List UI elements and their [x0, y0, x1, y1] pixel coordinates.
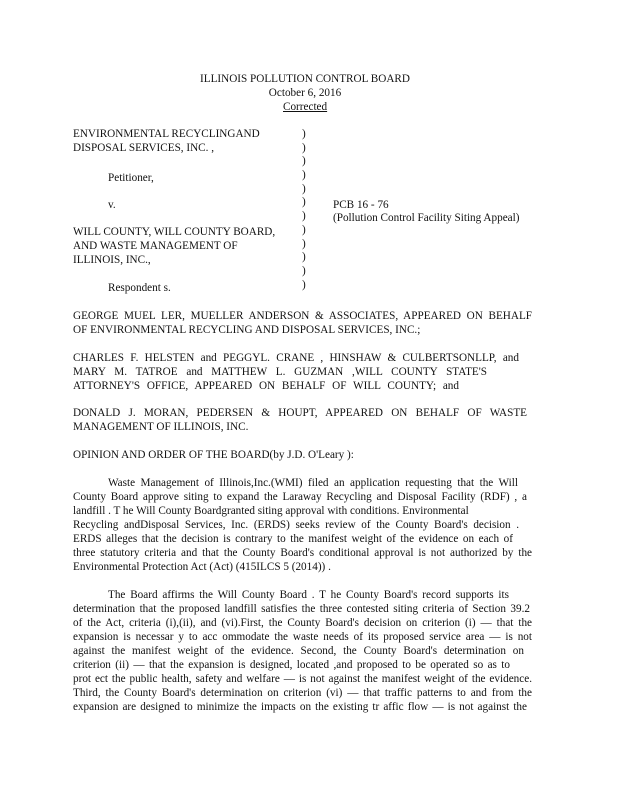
caption-paren: ): [302, 128, 306, 140]
caption-paren: ): [302, 278, 306, 291]
corrected-label: Corrected: [283, 101, 328, 113]
caption-paren: ): [302, 223, 306, 236]
paragraph-1-line-2: County Board approve siting to expand the Laraway Recycling and Disposal Facility (RDF) , a: [73, 491, 527, 503]
caption-paren: ): [302, 264, 306, 277]
opinion-date: October 6, 2016: [268, 87, 342, 99]
board-title: ILLINOIS POLLUTION CONTROL BOARD: [200, 73, 410, 85]
appearance-2-line-1: CHARLES F. HELSTEN and PEGGYL. CRANE , HINSHAW & CULBERTSONLLP, and: [73, 352, 519, 364]
appearance-1-line-2: OF ENVIRONMENTAL RECYCLING AND DISPOSAL SERVICES, INC.;: [73, 324, 421, 336]
caption-paren: ): [302, 210, 306, 223]
paragraph-2-line-3: of the Act, criteria (i),(ii), and (vi).First, the County Board's decision on criterion (i) — that the: [73, 617, 532, 629]
caption-paren: ): [302, 237, 306, 250]
paragraph-2-line-2: determination that the proposed landfill satisfies the three contested siting criteria of Section 39.2: [73, 603, 530, 615]
caption-paren: ): [302, 182, 306, 195]
paragraph-2-line-4: expansion is necessar y to acc ommodate the waste needs of its proposed service area — is not: [73, 631, 532, 643]
appearance-2-line-3: ATTORNEY'S OFFICE, APPEARED ON BEHALF OF WILL COUNTY; and: [73, 380, 459, 392]
respondent-name-line-2: AND WASTE MANAGEMENT OF: [73, 240, 238, 252]
opinion-heading: OPINION AND ORDER OF THE BOARD(by J.D. O'Leary ):: [73, 449, 354, 461]
case-type: (Pollution Control Facility Siting Appeal): [333, 212, 520, 224]
appearance-2-line-2: MARY M. TATROE and MATTHEW L. GUZMAN ,WILL COUNTY STATE'S: [73, 366, 487, 378]
paragraph-1-line-4: Recycling andDisposal Services, Inc. (ERDS) seeks review of the County Board's decision .: [73, 519, 519, 531]
versus-label: v.: [108, 199, 116, 211]
petitioner-name-line-1: ENVIRONMENTAL RECYCLINGAND: [73, 128, 260, 140]
paragraph-1-line-6: three statutory criteria and that the County Board's conditional approval is not authorized by the: [73, 547, 532, 559]
petitioner-name-line-2: DISPOSAL SERVICES, INC. ,: [73, 142, 215, 154]
paragraph-2-line-9: expansion are designed to minimize the impacts on the existing tr affic flow — is not against the: [73, 701, 527, 713]
paragraph-2-line-1: The Board affirms the Will County Board . T he County Board's record supports its: [108, 589, 509, 601]
paragraph-1-line-1: Waste Management of Illinois,Inc.(WMI) filed an application requesting that the Will: [108, 477, 518, 489]
paragraph-1-line-5: ERDS alleges that the decision is contrary to the manifest weight of the evidence on each of: [73, 533, 513, 545]
case-number: PCB 16 - 76: [333, 199, 389, 211]
caption-paren: ): [302, 169, 306, 182]
paragraph-2-line-8: Third, the County Board's determination on criterion (vi) — that traffic patterns to and from the: [73, 687, 532, 699]
caption-paren: ): [302, 155, 306, 168]
appearance-3-line-2: MANAGEMENT OF ILLINOIS, INC.: [73, 421, 249, 433]
paragraph-1-line-7: Environmental Protection Act (Act) (415ILCS 5 (2014)) .: [73, 561, 331, 573]
appearance-1-line-1: GEORGE MUEL LER, MUELLER ANDERSON & ASSOCIATES, APPEARED ON BEHALF: [73, 310, 532, 322]
petitioner-label: Petitioner,: [108, 172, 154, 184]
paragraph-1-line-3: landfill . T he Will County Boardgranted siting approval with conditions. Environmental: [73, 505, 469, 517]
caption-paren: ): [302, 251, 306, 264]
caption-parentheses: [302, 128, 310, 292]
respondent-name-line-3: ILLINOIS, INC.,: [73, 254, 151, 266]
paragraph-2-line-6: criterion (ii) — that the expansion is designed, located ,and proposed to be operated so as to: [73, 659, 510, 671]
respondent-label: Respondent s.: [108, 282, 171, 294]
respondent-name-line-1: WILL COUNTY, WILL COUNTY BOARD,: [73, 226, 276, 238]
caption-paren: ): [302, 141, 306, 154]
paragraph-2-line-7: prot ect the public health, safety and welfare — is not against the manifest weight of the evidence.: [73, 673, 532, 685]
paragraph-2-line-5: against the manifest weight of the evidence. Second, the County Board's determination on: [73, 645, 524, 657]
caption-paren: ): [302, 196, 306, 209]
appearance-3-line-1: DONALD J. MORAN, PEDERSEN & HOUPT, APPEARED ON BEHALF OF WASTE: [73, 407, 527, 419]
